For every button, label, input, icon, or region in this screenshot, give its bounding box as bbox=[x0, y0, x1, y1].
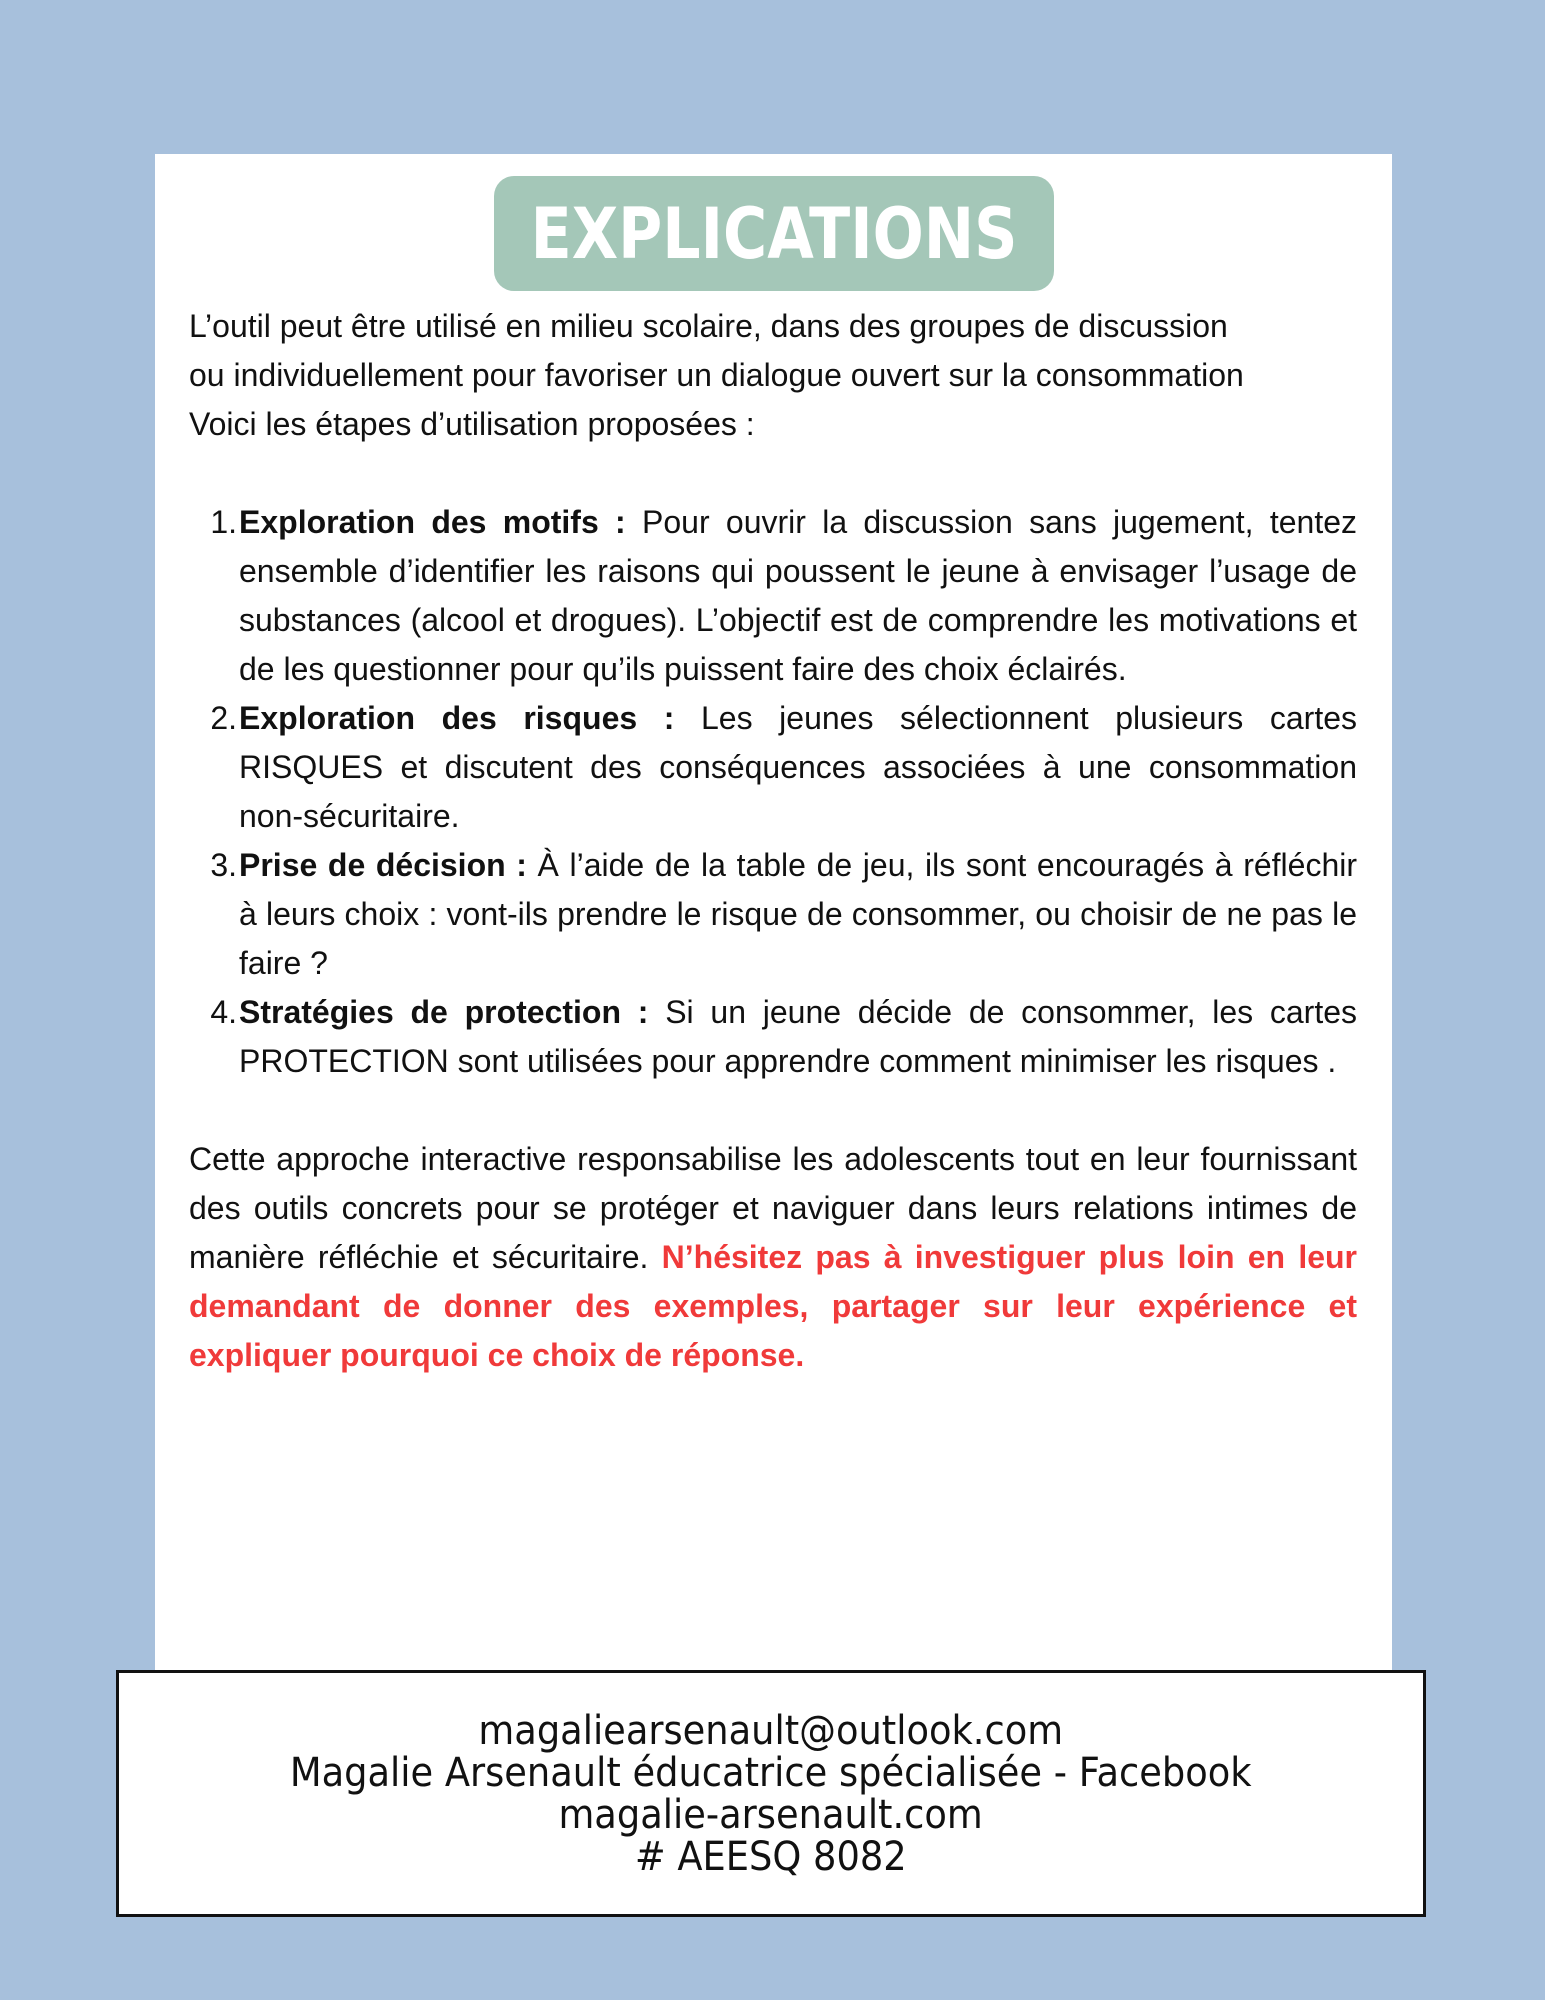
outro-text: Cette approche interactive responsabilise les adolescents tout en leur fournissant des outils concrets pour se protéger et naviguer dans leurs relations intimes de manière réfléchie et sécuritaire. bbox=[189, 1141, 1357, 1275]
step-item bbox=[189, 988, 1357, 1086]
step-number: 1. bbox=[210, 504, 237, 540]
step-number: 4. bbox=[210, 994, 237, 1030]
step-label: Prise de décision : bbox=[239, 847, 527, 883]
step-item bbox=[189, 498, 1357, 694]
content-card bbox=[155, 154, 1392, 1684]
contact-box bbox=[116, 1670, 1426, 1917]
step-text: Si un jeune décide de consommer, les cartes PROTECTION sont utilisées pour apprendre comment minimiser les risques . bbox=[239, 994, 1358, 1079]
step-label: Exploration des risques : bbox=[239, 700, 675, 736]
intro-line: Voici les étapes d’utilisation proposées : bbox=[189, 406, 755, 442]
contact-email: magaliearsenault@outlook.com bbox=[478, 1707, 1064, 1754]
title-banner bbox=[494, 176, 1054, 291]
contact-facebook: Magalie Arsenault éducatrice spécialisée - Facebook bbox=[290, 1749, 1252, 1796]
step-text: À l’aide de la table de jeu, ils sont encouragés à réfléchir à leurs choix : vont-ils prendre le risque de consommer, ou choisir de ne pas le faire ? bbox=[239, 847, 1357, 981]
steps-list bbox=[189, 498, 1357, 1086]
intro-line: ou individuellement pour favoriser un dialogue ouvert sur la consommation bbox=[189, 357, 1244, 393]
step-text: Les jeunes sélectionnent plusieurs cartes RISQUES et discutent des conséquences associées à une consommation non-sécuritaire. bbox=[239, 700, 1358, 834]
explanation-body bbox=[189, 302, 1357, 1380]
intro-line: L’outil peut être utilisé en milieu scolaire, dans des groupes de discussion bbox=[189, 308, 1228, 344]
step-label: Stratégies de protection : bbox=[239, 994, 649, 1030]
step-number: 2. bbox=[210, 700, 237, 736]
contact-website: magalie-arsenault.com bbox=[558, 1791, 984, 1838]
step-label: Exploration des motifs : bbox=[239, 504, 626, 540]
page-title: EXPLICATIONS bbox=[530, 192, 1018, 275]
outro-paragraph bbox=[189, 1135, 1357, 1380]
step-number: 3. bbox=[210, 847, 237, 883]
step-item bbox=[189, 841, 1357, 988]
contact-membership: # AEESQ 8082 bbox=[635, 1833, 907, 1880]
step-item bbox=[189, 694, 1357, 841]
outro-highlight: N’hésitez pas à investiguer plus loin en leur demandant de donner des exemples, partager sur leur expérience et expliquer pourquoi ce choix de réponse. bbox=[189, 1239, 1358, 1373]
step-text: Pour ouvrir la discussion sans jugement, tentez ensemble d’identifier les raisons qui poussent le jeune à envisager l’usage de substances (alcool et drogues). L’objectif est de comprendre les motivations et de les questionner pour qu’ils puissent faire des choix éclairés. bbox=[239, 504, 1357, 687]
intro-paragraph bbox=[189, 302, 1357, 449]
